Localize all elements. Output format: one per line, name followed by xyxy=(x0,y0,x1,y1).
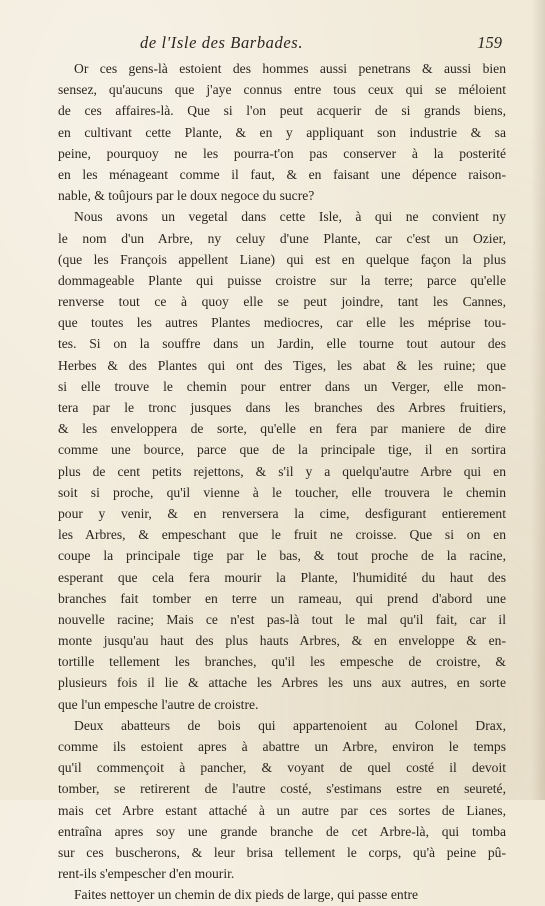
text-line: pour y venir, & en renversera la cime, desfigurant entierement xyxy=(58,505,506,521)
text-line: en les ménageant comme il faut, & en faisant une dépence raison- xyxy=(58,166,506,182)
page-edge-shadow xyxy=(531,0,545,800)
text-line: plus de cent petits rejettons, & s'il y a quelqu'autre Arbre qui en xyxy=(58,463,506,479)
text-line: sensez, qu'aucuns que j'aye connus entre tous ceux qui se méloient xyxy=(58,82,506,98)
text-line: comme ils estoient apres à abattre un Arbre, environ le temps xyxy=(58,739,506,754)
text-line: esperant que cela fera mourir la Plante, l'humidité du haut des xyxy=(58,569,506,585)
text-line: sur ces buscherons, & leur brisa tellement le corps, qu'à peine pû- xyxy=(58,844,506,860)
text-line: monte jusqu'au haut des plus hauts Arbres, & en enveloppe & en- xyxy=(58,633,506,649)
paragraph xyxy=(58,884,506,905)
running-title: de l'Isle des Barbades. xyxy=(140,33,304,52)
text-line: renverse tout ce à quoy elle se peut joindre, tant les Cannes, xyxy=(58,294,506,310)
text-line: Or ces gens-là estoient des hommes aussi penetrans & aussi bien xyxy=(74,61,506,76)
text-line: que toutes les autres Plantes mediocres, car elle les méprise tou- xyxy=(58,315,506,331)
text-line: nouvelle racine; Mais ce n'est pas-là tout le mal qu'il fait, car il xyxy=(58,611,506,627)
text-line: les Arbres, & empeschant que le fruit ne croisse. Que si on en xyxy=(58,527,506,543)
body-text xyxy=(58,58,506,906)
text-line: entraîna apres soy une grande branche de cet Arbre-là, qui tomba xyxy=(58,823,506,839)
text-line: tera par le tronc jusques dans les branches des Arbres fruitiers, xyxy=(58,400,506,415)
text-line: Faites nettoyer un chemin de dix pieds de large, qui passe entre xyxy=(74,887,419,903)
text-line: qu'il commençoit à pancher, & voyant de quel costé il devoit xyxy=(58,760,506,776)
text-line: & les enveloppera de sorte, qu'elle en fera par maniere de dire xyxy=(58,421,506,437)
text-line: rent-ils s'empescher d'en mourir. xyxy=(58,866,235,882)
text-line: dommageable Plante qui puisse croistre sur la terre; parce qu'elle xyxy=(58,272,506,288)
text-line: Deux abatteurs de bois qui appartenoient au Colonel Drax, xyxy=(74,717,506,733)
text-line: peine, pourquoy ne les pourra-t'on pas conserver à la posterité xyxy=(58,145,506,161)
text-line: Herbes & des Plantes qui ont des Tiges, les abat & les ruine; que xyxy=(58,357,506,373)
text-line: tomber, se retirerent de l'autre costé, s'estimans estre en seureté, xyxy=(58,781,506,797)
text-line: (que les François appellent Liane) qui est en quelque façon la plus xyxy=(58,251,506,267)
page-number: 159 xyxy=(477,33,502,52)
text-line: tes. Si on la souffre dans un Jardin, elle tourne tout autour des xyxy=(58,336,506,352)
text-line: si elle trouve le chemin pour entrer dans un Verger, elle mon- xyxy=(58,378,506,394)
text-line: coupe la principale tige par le bas, & tout proche de la racine, xyxy=(58,548,506,564)
text-line: nable, & toûjours par le doux negoce du sucre? xyxy=(58,188,315,204)
text-line: Nous avons un vegetal dans cette Isle, à qui ne convient ny xyxy=(74,209,506,225)
text-line: que l'un empesche l'autre de croistre. xyxy=(58,696,259,712)
text-line: comme une bource, parce que de la principale tige, il en sortira xyxy=(58,442,506,458)
text-line: plusieurs fois il lie & attache les Arbres les uns aux autres, en sorte xyxy=(58,675,506,691)
text-line: soit si proche, qu'il vienne à le toucher, elle trouvera le chemin xyxy=(58,484,506,500)
text-line: de ces affaires-là. Que si l'on peut acquerir de si grands biens, xyxy=(58,103,506,119)
paragraph xyxy=(58,206,506,715)
text-line: le nom d'un Arbre, ny celuy d'une Plante, car c'est un Ozier, xyxy=(58,230,506,246)
page-header xyxy=(58,33,502,55)
text-line: tortille tellement les branches, qu'il les empesche de croistre, & xyxy=(58,654,506,670)
paragraph xyxy=(58,58,506,206)
text-line: en cultivant cette Plante, & en y appliquant son industrie & sa xyxy=(58,124,506,140)
text-line: branches fait tomber en terre un rameau, qui prend d'abord une xyxy=(58,590,506,606)
text-line: mais cet Arbre estant attaché à un autre par ces sortes de Lianes, xyxy=(58,802,506,818)
